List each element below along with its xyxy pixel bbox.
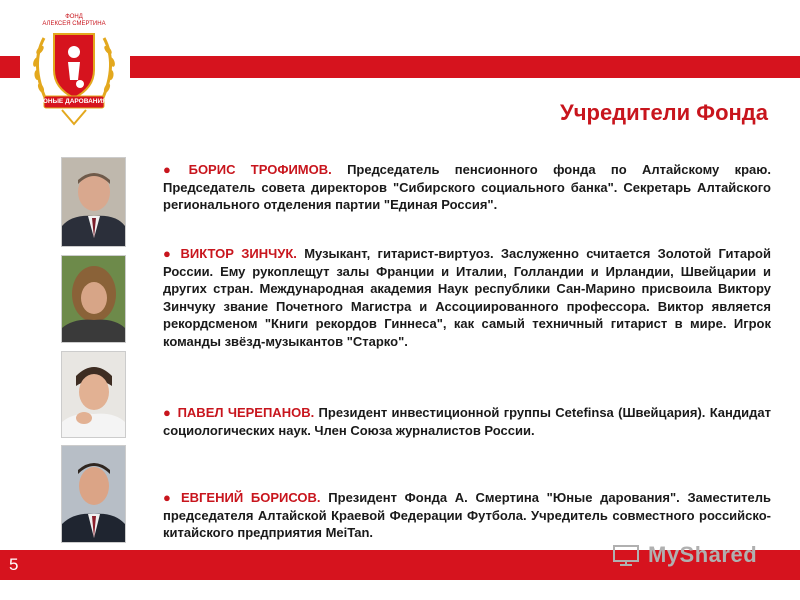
watermark <box>612 538 757 572</box>
photo-boris-trofimov <box>61 157 126 247</box>
bullet-icon: ● <box>163 162 183 177</box>
founder-entry-borisov <box>163 489 771 542</box>
founder-description: Президент инвестиционной группы Cetefinsa (Швейцария). Кандидат социологических наук. Член Союза журналистов России. <box>163 405 771 438</box>
logo-line-name: АЛЕКСЕЯ СМЕРТИНА <box>42 21 106 27</box>
presentation-screen-icon <box>612 544 642 566</box>
photo-viktor-zinchuk <box>61 255 126 343</box>
bullet-icon: ● <box>163 246 175 261</box>
logo-emblem-icon <box>22 4 126 126</box>
logo-line-fund: ФОНД <box>65 14 83 20</box>
founder-name: ПАВЕЛ ЧЕРЕПАНОВ. <box>177 405 315 420</box>
foundation-logo <box>22 4 126 126</box>
founder-name: ВИКТОР ЗИНЧУК. <box>180 246 297 261</box>
slide-number: 5 <box>9 555 19 574</box>
founder-name: ЕВГЕНИЙ БОРИСОВ. <box>180 490 321 505</box>
founder-description: Председатель пенсионного фонда по Алтайскому краю. Председатель совета директоров "Сибирского социального банка". Секретарь Алтайского регионального отделения партии "Единая Россия". <box>163 162 771 213</box>
founder-entry-trofimov <box>163 161 771 214</box>
bullet-icon: ● <box>163 490 175 505</box>
logo-ribbon-text: ЮНЫЕ ДАРОВАНИЯ <box>41 98 107 105</box>
founder-description: Музыкант, гитарист-виртуоз. Заслуженно считается Золотой Гитарой России. Ему рукоплещут залы Франции и Италии, Голландии и Ирландии, Швейцарии и других стран. Международная академия Наук республики Сан-Марино присвоила Виктору Зинчуку звание Почетного Магистра и Ассоциированного профессора. Виктор является рекордсменом "Книги рекордов Гиннеса", как самый техничный гитарист в мире. Игрок команды звёзд-музыкантов "Старко". <box>163 246 771 349</box>
founder-entry-zinchuk <box>163 245 771 351</box>
page-title: Учредители Фонда <box>560 100 768 125</box>
founder-description: Президент Фонда А. Смертина "Юные дарования". Заместитель председателя Алтайской Краевой Федерации Футбола. Учредитель совместного российско-китайского предприятия MeiTan. <box>163 490 772 541</box>
watermark-text: MyShared <box>648 542 758 567</box>
bullet-icon: ● <box>163 405 172 420</box>
founder-entry-cherepanov <box>163 404 771 439</box>
photo-pavel-cherepanov <box>61 351 126 438</box>
photo-evgeny-borisov <box>61 445 126 543</box>
founder-name: БОРИС ТРОФИМОВ. <box>188 162 332 177</box>
